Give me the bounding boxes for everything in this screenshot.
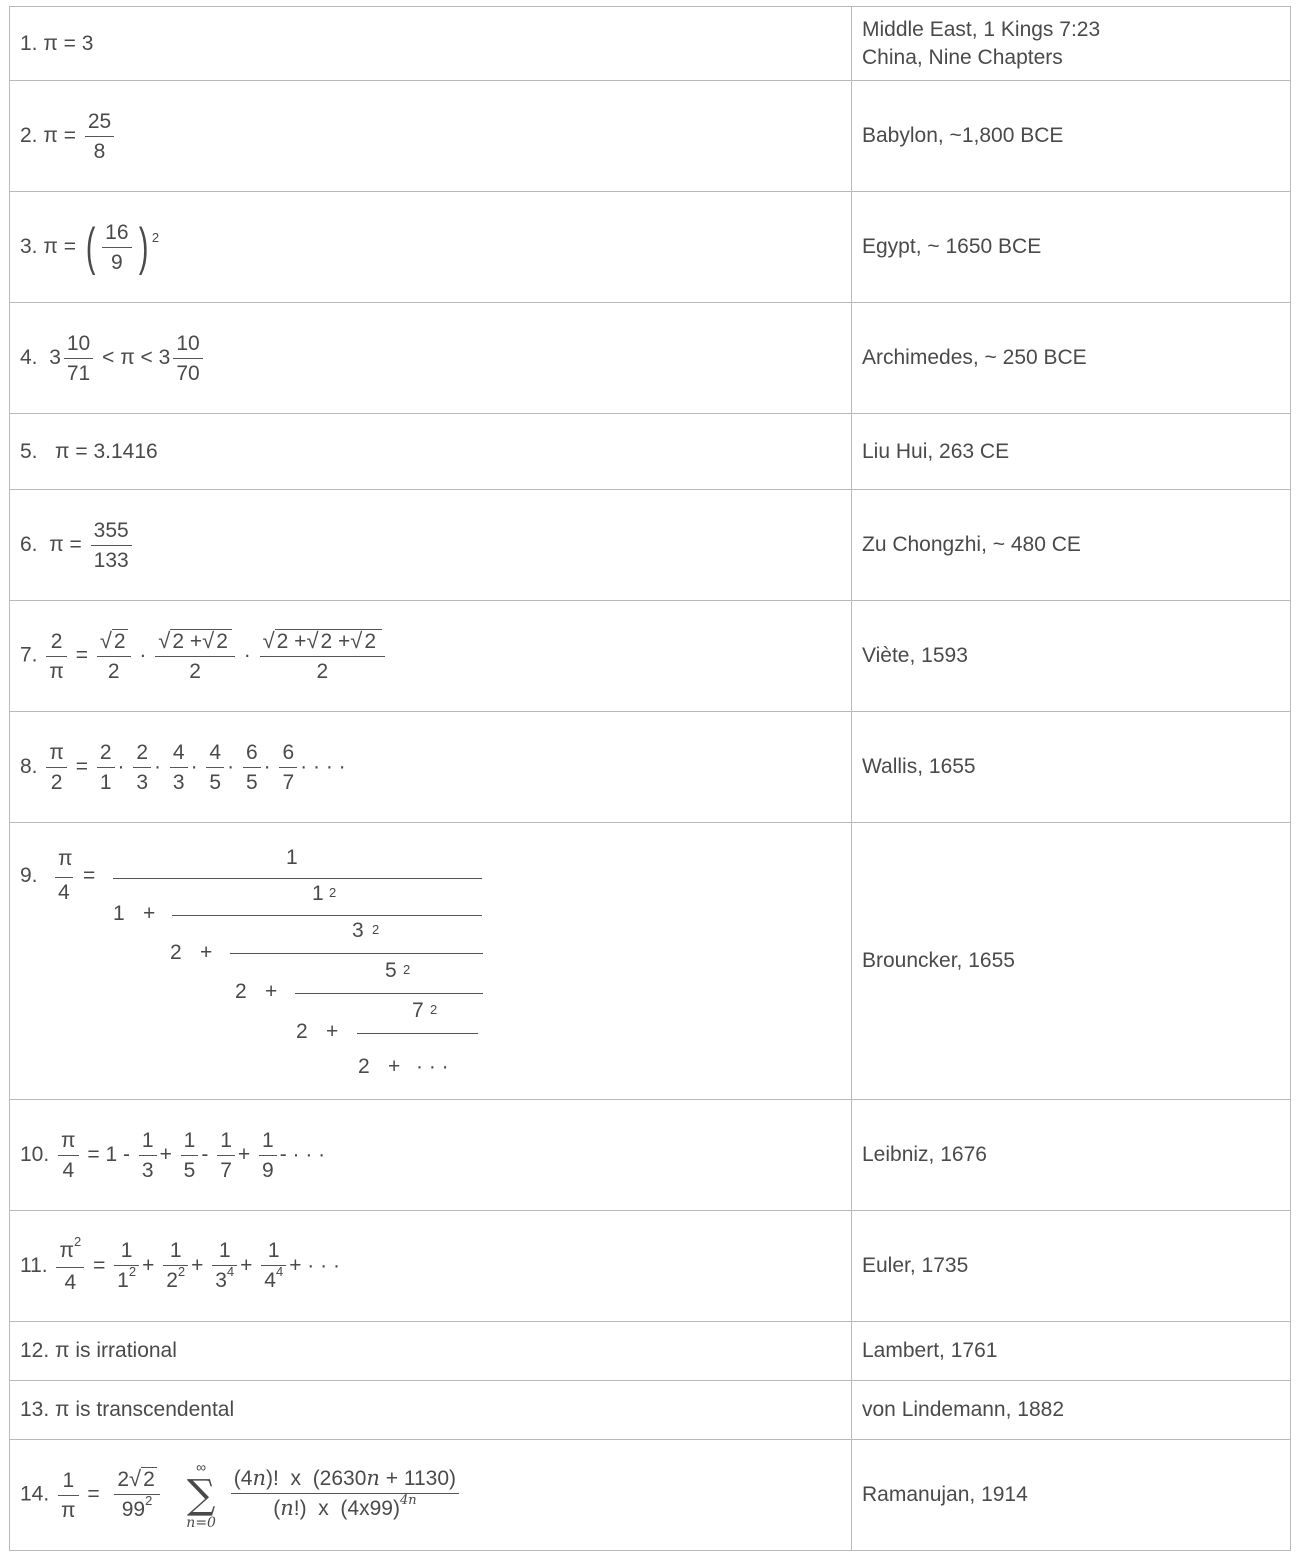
source-text: Ramanujan, 1914 xyxy=(862,1483,1028,1506)
fraction: $\frac{1}{\pi}$ xyxy=(58,1466,79,1525)
equals-sign: = xyxy=(87,1482,100,1506)
formula-cell xyxy=(10,414,852,490)
pi-symbol: π xyxy=(58,847,73,870)
row-number: 10. xyxy=(20,1142,50,1166)
source-cell xyxy=(852,1440,1291,1551)
fraction: $\frac{\pi}{4}$ xyxy=(58,1126,79,1185)
pi-symbol: π xyxy=(120,345,135,369)
table-row xyxy=(10,1440,1291,1551)
plus-sign: + xyxy=(143,902,156,925)
source-text: Wallis, 1655 xyxy=(862,755,976,778)
table-row xyxy=(10,712,1291,823)
row-number: 6. xyxy=(20,532,38,556)
dot: · xyxy=(227,754,235,778)
numerator: 7 xyxy=(412,999,424,1022)
plus-sign: + xyxy=(200,941,213,964)
numerator: 1 xyxy=(286,846,298,869)
left-paren: ( xyxy=(85,218,96,276)
formula-cell xyxy=(10,823,852,1100)
summation: ∞ ∑ n=0 xyxy=(186,1459,216,1531)
exponent: 2 xyxy=(430,1002,438,1017)
row-number: 9. xyxy=(20,864,38,887)
formula-cell xyxy=(10,1440,852,1551)
numerator: 1 xyxy=(312,882,324,905)
numerator: 3 xyxy=(352,919,364,942)
formula-cell xyxy=(10,490,852,601)
source-cell xyxy=(852,192,1291,303)
dot: · xyxy=(117,754,125,778)
source-text: Euler, 1735 xyxy=(862,1254,969,1277)
fraction: $\frac{1}{3}$ xyxy=(139,1126,157,1185)
ellipsis: · · · xyxy=(307,1253,340,1277)
formula-cell xyxy=(10,1100,852,1211)
minus-sign: - xyxy=(201,1142,209,1166)
fraction: $\frac{10}{70}$ xyxy=(173,329,202,388)
row-number: 7. xyxy=(20,643,38,667)
plus-sign: + xyxy=(326,1020,339,1043)
row-number: 3. xyxy=(20,234,38,258)
formula-cell xyxy=(10,1381,852,1440)
formula-cell xyxy=(10,1322,852,1381)
fraction: $\frac{√2 +√2}{2}$ xyxy=(155,626,235,686)
dot: · xyxy=(154,754,162,778)
source-text: Leibniz, 1676 xyxy=(862,1143,987,1166)
ellipsis: · · · xyxy=(416,1055,449,1078)
row-number: 2. xyxy=(20,123,38,147)
source-cell xyxy=(852,414,1291,490)
row-number: 13. xyxy=(20,1398,50,1421)
pi-symbol: π xyxy=(49,532,64,556)
fraction: $\frac{25}{8}$ xyxy=(85,107,114,166)
formula-cell xyxy=(10,601,852,712)
denominator: 4 xyxy=(58,881,70,904)
source-text: Brouncker, 1655 xyxy=(862,949,1015,972)
plus-sign: + xyxy=(237,1142,251,1166)
fraction: $\frac{2}{1}$ xyxy=(97,738,115,797)
dot: · xyxy=(243,643,251,667)
source-cell xyxy=(852,601,1291,712)
plus-sign: + xyxy=(240,1253,253,1277)
row-number: 1. xyxy=(20,31,38,55)
source-text: Lambert, 1761 xyxy=(862,1339,998,1362)
table-row xyxy=(10,303,1291,414)
fraction: $\frac{4}{5}$ xyxy=(206,738,224,797)
equals-sign: = xyxy=(93,1253,106,1277)
equals-sign: = xyxy=(87,1142,100,1166)
table-row xyxy=(10,414,1291,490)
source-text: Archimedes, ~ 250 BCE xyxy=(862,346,1087,369)
plus-sign: + xyxy=(265,980,278,1003)
statement: π is irrational xyxy=(55,1339,177,1362)
source-text: Babylon, ~1,800 BCE xyxy=(862,124,1064,147)
less-than: < xyxy=(102,345,115,369)
plus-sign: + xyxy=(289,1253,302,1277)
exponent: 2 xyxy=(372,922,380,937)
source-cell xyxy=(852,303,1291,414)
equals-sign: = xyxy=(69,532,82,556)
whole-number: 3 xyxy=(158,345,171,369)
table-row xyxy=(10,7,1291,81)
dot: · xyxy=(300,754,308,778)
fraction: $\frac{1}{5}$ xyxy=(181,1126,199,1185)
table-row xyxy=(10,81,1291,192)
source-cell xyxy=(852,712,1291,823)
fraction: $\frac{1}{2^2}$ xyxy=(163,1236,188,1297)
term: 2 xyxy=(296,1020,308,1043)
row-number: 14. xyxy=(20,1482,50,1506)
source-cell xyxy=(852,81,1291,192)
fraction: $\frac{(4n)! x (2630n + 1130)}{(n!) x (4x99)^{4n}}$ xyxy=(231,1464,459,1526)
right-paren: ) xyxy=(138,218,148,276)
formula-cell xyxy=(10,1211,852,1322)
dot: · xyxy=(190,754,198,778)
source-cell xyxy=(852,1100,1291,1211)
fraction: $\frac{1}{7}$ xyxy=(217,1126,235,1185)
term: 2 xyxy=(358,1055,370,1078)
fraction: $\frac{355}{133}$ xyxy=(91,516,132,575)
equals-sign: = xyxy=(75,754,88,778)
row-number: 11. xyxy=(20,1253,48,1277)
formula-cell xyxy=(10,712,852,823)
table-row xyxy=(10,1381,1291,1440)
fraction: $\frac{1}{4^4}$ xyxy=(261,1236,286,1297)
exponent: 2 xyxy=(403,962,411,977)
fraction: $\frac{√2}{2}$ xyxy=(97,626,131,686)
source-text: von Lindemann, 1882 xyxy=(862,1398,1064,1421)
fraction: $\frac{√2 +√2 +√2}{2}$ xyxy=(260,626,385,686)
fraction: $\frac{2√2}{99^2}$ xyxy=(114,1464,159,1526)
less-than: < xyxy=(140,345,153,369)
term: 1 xyxy=(113,902,125,925)
term: 2 xyxy=(170,941,182,964)
pi-history-table xyxy=(9,6,1290,1551)
fraction: $\frac{6}{5}$ xyxy=(243,738,261,797)
row-number: 5. xyxy=(20,439,38,463)
source-text: China, Nine Chapters xyxy=(862,45,1063,69)
table-row xyxy=(10,601,1291,712)
formula: π = 3.1416 xyxy=(55,439,158,463)
row-number: 4. xyxy=(20,345,38,369)
fraction: $\frac{4}{3}$ xyxy=(170,738,188,797)
equals-sign: = xyxy=(75,643,88,667)
equals-sign: = xyxy=(63,234,76,258)
formula-cell xyxy=(10,303,852,414)
statement: π is transcendental xyxy=(55,1398,235,1421)
term: 1 xyxy=(105,1142,118,1166)
minus-sign: - xyxy=(279,1142,287,1166)
pi-symbol: π xyxy=(43,123,58,147)
table-row xyxy=(10,1211,1291,1322)
plus-sign: + xyxy=(191,1253,204,1277)
equals-sign: = xyxy=(83,864,96,887)
dot: · xyxy=(263,754,271,778)
formula: π = 3 xyxy=(43,31,94,55)
source-text: Viète, 1593 xyxy=(862,644,968,667)
pi-symbol: π xyxy=(43,234,58,258)
row-number: 8. xyxy=(20,754,38,778)
source-cell xyxy=(852,7,1291,81)
row-number: 12. xyxy=(20,1339,50,1362)
source-cell xyxy=(852,490,1291,601)
source-text: Zu Chongzhi, ~ 480 CE xyxy=(862,533,1081,556)
plus-sign: + xyxy=(159,1142,172,1166)
fraction: $\frac{\pi^2}{4}$ xyxy=(56,1236,84,1297)
source-text: Egypt, ~ 1650 BCE xyxy=(862,235,1042,258)
fraction: $\frac{1}{3^4}$ xyxy=(212,1236,237,1297)
dot: · xyxy=(139,643,147,667)
table-row xyxy=(10,490,1291,601)
fraction: $\frac{6}{7}$ xyxy=(279,738,297,797)
whole-number: 3 xyxy=(49,345,61,369)
equals-sign: = xyxy=(63,123,76,147)
fraction: $\frac{10}{71}$ xyxy=(64,329,93,388)
fraction: $\frac{\pi}{2}$ xyxy=(46,738,67,797)
source-text: Liu Hui, 263 CE xyxy=(862,439,1010,463)
numerator: 5 xyxy=(385,959,397,982)
ellipsis: · · · xyxy=(313,754,346,778)
ellipsis: · · · xyxy=(292,1142,326,1166)
fraction: $\frac{2}{3}$ xyxy=(133,738,151,797)
source-cell xyxy=(852,1381,1291,1440)
formula-cell xyxy=(10,7,852,81)
source-cell xyxy=(852,823,1291,1100)
table-row xyxy=(10,823,1291,1100)
fraction: $\frac{16}{9}$ xyxy=(102,218,131,277)
fraction: $\frac{2}{\pi}$ xyxy=(46,627,67,686)
source-cell xyxy=(852,1322,1291,1381)
exponent: 2 xyxy=(151,229,160,245)
term: 2 xyxy=(235,980,247,1003)
continued-fraction xyxy=(10,823,831,1100)
table-row xyxy=(10,1322,1291,1381)
fraction: $\frac{1}{9}$ xyxy=(259,1126,277,1185)
minus-sign: - xyxy=(123,1142,131,1166)
source-cell xyxy=(852,1211,1291,1322)
formula-cell xyxy=(10,81,852,192)
table-row xyxy=(10,1100,1291,1211)
table-row xyxy=(10,192,1291,303)
source-text: Middle East, 1 Kings 7:23 xyxy=(862,17,1101,41)
fraction: $\frac{1}{1^2}$ xyxy=(114,1236,139,1297)
exponent: 2 xyxy=(329,885,337,900)
plus-sign: + xyxy=(142,1253,155,1277)
plus-sign: + xyxy=(388,1055,401,1078)
formula-cell xyxy=(10,192,852,303)
